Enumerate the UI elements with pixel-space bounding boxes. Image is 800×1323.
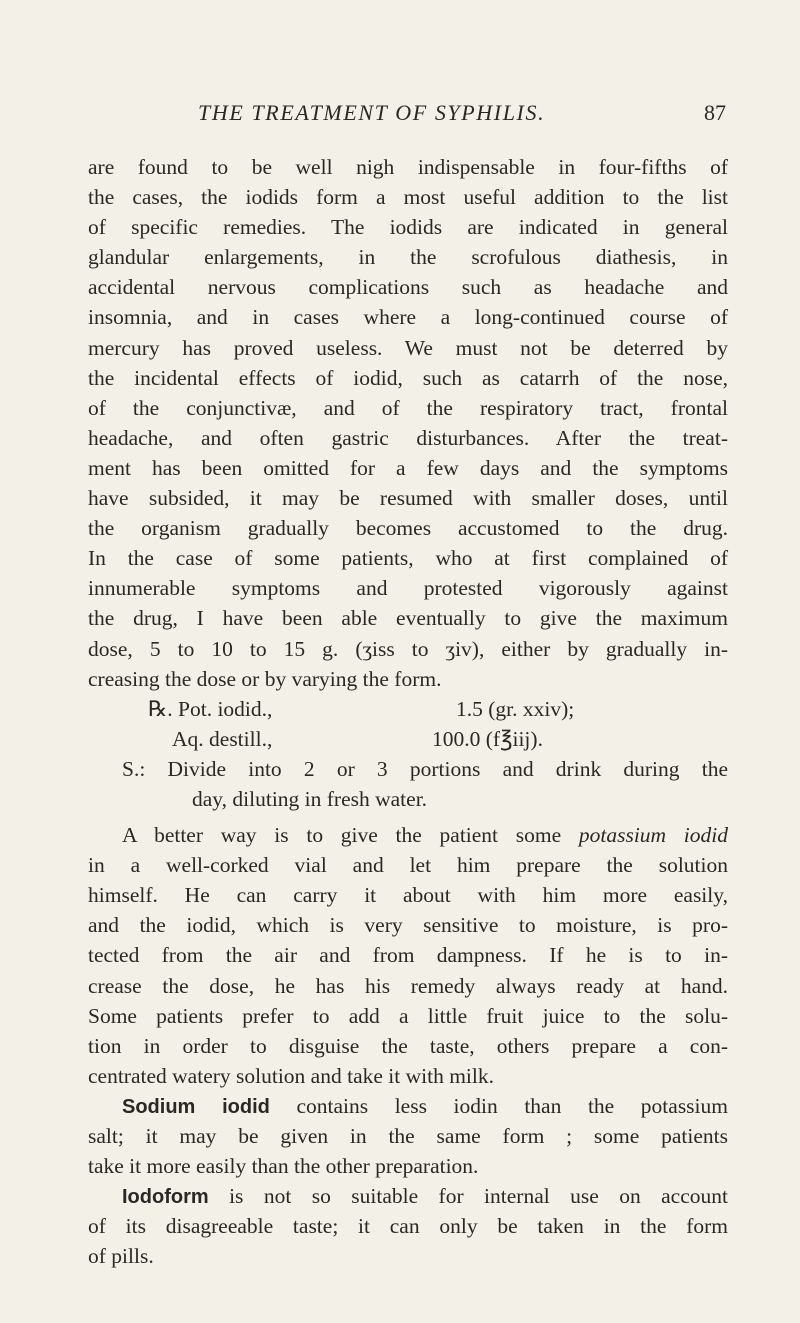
text-line: ment has been omitted for a few days and the symptoms [88, 455, 728, 480]
text-run: A better way is to give the patient some [122, 823, 579, 848]
prescription-signa: S.: Divide into 2 or 3 portions and drink during the [122, 756, 728, 781]
body-text [88, 152, 728, 1271]
bold-term: Sodium iodid [122, 1095, 270, 1118]
text-line: tected from the air and from dampness. If he is to in- [88, 943, 728, 968]
text-line: innumerable symptoms and protested vigorously against [88, 576, 728, 601]
text-line: mercury has proved useless. We must not be deterred by [88, 335, 728, 360]
bold-term: Iodoform [122, 1186, 209, 1209]
text-line: the drug, I have been able eventually to give the maximum [88, 606, 728, 631]
text-line [88, 820, 728, 850]
text-line: headache, and often gastric disturbances. After the treat- [88, 425, 728, 450]
text-line: salt; it may be given in the same form ; some patients [88, 1124, 728, 1148]
text-line: In the case of some patients, who at first complained of [88, 546, 728, 571]
text-line [88, 1091, 728, 1121]
prescription-line [88, 694, 728, 724]
paragraph-iodids-indications [88, 152, 728, 694]
text-line: and the iodid, which is very sensitive to moisture, is pro- [88, 913, 728, 938]
prescription-line [88, 724, 728, 754]
text-line: have subsided, it may be resumed with smaller doses, until [88, 486, 728, 511]
text-line: of its disagreeable taste; it can only be taken in the form [88, 1214, 728, 1239]
paragraph-potassium-iodid [88, 820, 728, 1091]
text-line: glandular enlargements, in the scrofulous diathesis, in [88, 245, 728, 270]
text-line: accidental nervous complications such as headache and [88, 275, 728, 300]
page-number: 87 [704, 100, 726, 125]
text-line: of pills. [88, 1244, 154, 1269]
text-line: the incidental effects of iodid, such as catarrh of the nose, [88, 365, 728, 390]
text-line: himself. He can carry it about with him more easily, [88, 883, 728, 908]
text-line: crease the dose, he has his remedy always ready at hand. [88, 973, 728, 998]
prescription-block [88, 694, 728, 814]
text-line: centrated watery solution and take it with milk. [88, 1063, 495, 1088]
prescription-signa: day, diluting in fresh water. [192, 786, 428, 811]
paragraph-sodium-iodid [88, 1091, 728, 1181]
running-title: THE TREATMENT OF SYPHILIS. [198, 100, 546, 125]
page-header [198, 100, 726, 130]
text-line: of specific remedies. The iodids are indicated in general [88, 215, 728, 240]
text-run: contains less iodin than the potassium [269, 1093, 728, 1118]
prescription-dose: 1.5 (gr. xxiv); [456, 696, 575, 721]
text-line: the cases, the iodids form a most useful addition to the list [88, 185, 728, 210]
prescription-ingredient: ℞. Pot. iodid., [148, 696, 273, 721]
text-line: take it more easily than the other preparation. [88, 1154, 479, 1179]
text-line: dose, 5 to 10 to 15 g. (ʒiss to ʒiv), either by gradually in- [88, 636, 728, 661]
emphasized-term: potassium iodid [578, 823, 729, 848]
text-line [88, 1181, 728, 1211]
text-run: is not so suitable for internal use on account [208, 1184, 728, 1209]
text-line: insomnia, and in cases where a long-continued course of [88, 305, 728, 330]
prescription-dose: 100.0 (f℥iij). [432, 726, 543, 751]
paragraph-iodoform [88, 1181, 728, 1271]
text-line: creasing the dose or by varying the form. [88, 666, 442, 691]
prescription-ingredient: Aq. destill., [172, 726, 273, 751]
text-line: tion in order to disguise the taste, others prepare a con- [88, 1033, 728, 1058]
text-line: of the conjunctivæ, and of the respiratory tract, frontal [88, 395, 728, 420]
text-line: the organism gradually becomes accustomed to the drug. [88, 516, 728, 541]
text-line: are found to be well nigh indispensable in four-fifths of [88, 155, 728, 179]
text-line: Some patients prefer to add a little fruit juice to the solu- [88, 1003, 728, 1028]
text-line: in a well-corked vial and let him prepare the solution [88, 853, 728, 878]
